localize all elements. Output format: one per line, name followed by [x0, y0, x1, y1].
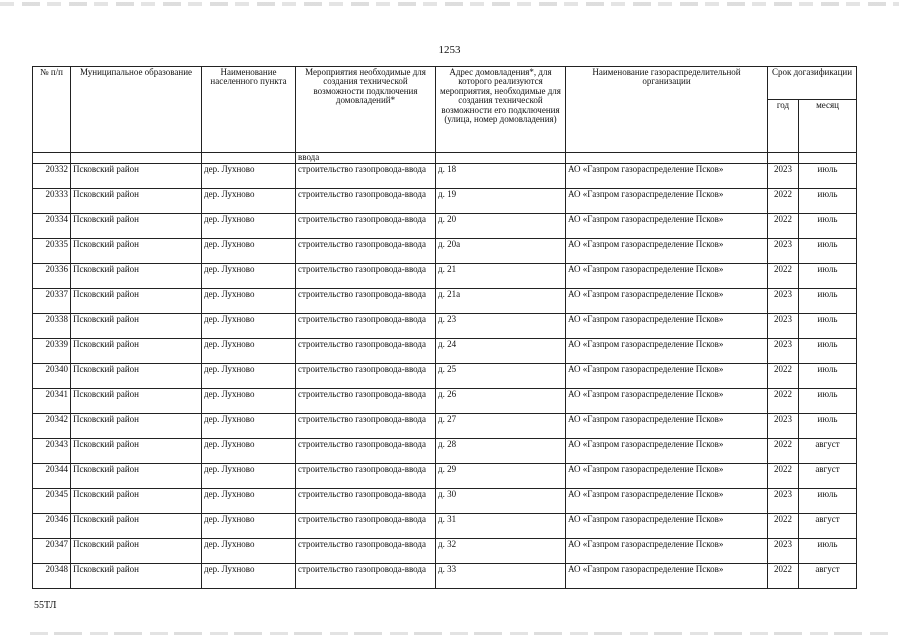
cell-num: 20345	[33, 489, 71, 514]
cell-year: 2023	[768, 289, 799, 314]
continuation-row	[33, 153, 857, 164]
table-body	[33, 153, 857, 589]
cell-address: д. 21а	[436, 289, 566, 314]
cell-settlement: дер. Лухново	[202, 389, 296, 414]
cell-month: июль	[799, 314, 857, 339]
cell-address: д. 26	[436, 389, 566, 414]
table-row	[33, 564, 857, 589]
cell-municipality: Псковский район	[71, 514, 202, 539]
cell-year: 2022	[768, 514, 799, 539]
cell-settlement: дер. Лухново	[202, 314, 296, 339]
cell-measure: строительство газопровода-ввода	[296, 489, 436, 514]
cell-settlement: дер. Лухново	[202, 439, 296, 464]
cell-num: 20344	[33, 464, 71, 489]
cell-address: д. 18	[436, 164, 566, 189]
cell-month: июль	[799, 264, 857, 289]
table-row	[33, 539, 857, 564]
scan-artifact-bottom	[30, 632, 890, 635]
cell-num: 20343	[33, 439, 71, 464]
table-row	[33, 314, 857, 339]
header-month: месяц	[799, 100, 857, 153]
cell-organization: АО «Газпром газораспределение Псков»	[566, 389, 768, 414]
cell-num: 20339	[33, 339, 71, 364]
header-organization: Наименование газораспределительной организации	[566, 67, 768, 153]
cell-settlement: дер. Лухново	[202, 289, 296, 314]
cell-organization: АО «Газпром газораспределение Псков»	[566, 264, 768, 289]
cell-measure: строительство газопровода-ввода	[296, 539, 436, 564]
cell-organization: АО «Газпром газораспределение Псков»	[566, 189, 768, 214]
cell-month: июль	[799, 364, 857, 389]
table-row	[33, 264, 857, 289]
cell-year: 2022	[768, 464, 799, 489]
cell-organization: АО «Газпром газораспределение Псков»	[566, 364, 768, 389]
cell-municipality: Псковский район	[71, 214, 202, 239]
table-row	[33, 414, 857, 439]
cell-measure: строительство газопровода-ввода	[296, 164, 436, 189]
table-row	[33, 214, 857, 239]
cell-month: июль	[799, 164, 857, 189]
cell-year: 2023	[768, 314, 799, 339]
cell-organization: АО «Газпром газораспределение Псков»	[566, 439, 768, 464]
cell-municipality: Псковский район	[71, 364, 202, 389]
cell-year: 2023	[768, 239, 799, 264]
header-address: Адрес домовладения*, для которого реализуются мероприятия, необходимые для создания технической возможности его подключения (улица, номер домовладения)	[436, 67, 566, 153]
header-measures: Мероприятия необходимые для создания технической возможности подключения домовладений*	[296, 67, 436, 153]
cell-measure: строительство газопровода-ввода	[296, 339, 436, 364]
scan-artifact-top	[0, 2, 899, 6]
cell-year: 2023	[768, 489, 799, 514]
cell-measure: строительство газопровода-ввода	[296, 389, 436, 414]
cell-num: 20333	[33, 189, 71, 214]
cell-measure: строительство газопровода-ввода	[296, 314, 436, 339]
cell-settlement: дер. Лухново	[202, 564, 296, 589]
cell-address: д. 20а	[436, 239, 566, 264]
cell-address: д. 32	[436, 539, 566, 564]
cell-month: июль	[799, 389, 857, 414]
cell-month: июль	[799, 239, 857, 264]
cell-organization: АО «Газпром газораспределение Псков»	[566, 239, 768, 264]
cell-measure: строительство газопровода-ввода	[296, 214, 436, 239]
cell-address: д. 23	[436, 314, 566, 339]
cell-num: 20334	[33, 214, 71, 239]
gasification-table	[32, 66, 857, 589]
cell-month: июль	[799, 339, 857, 364]
cell-organization: АО «Газпром газораспределение Псков»	[566, 564, 768, 589]
header-num: № п/п	[33, 67, 71, 153]
header-deadline: Срок догазификации	[768, 67, 857, 100]
table-row	[33, 339, 857, 364]
cell-address: д. 27	[436, 414, 566, 439]
cell-measure: строительство газопровода-ввода	[296, 264, 436, 289]
table-row	[33, 389, 857, 414]
cell-measure: строительство газопровода-ввода	[296, 364, 436, 389]
cell-address: д. 24	[436, 339, 566, 364]
cell-municipality: Псковский район	[71, 339, 202, 364]
table-row	[33, 239, 857, 264]
cell-settlement: дер. Лухново	[202, 214, 296, 239]
cell-month: август	[799, 464, 857, 489]
cell-address: д. 25	[436, 364, 566, 389]
table-row	[33, 464, 857, 489]
header-settlement: Наименование населенного пункта	[202, 67, 296, 153]
cell-municipality: Псковский район	[71, 539, 202, 564]
cell-municipality: Псковский район	[71, 239, 202, 264]
cell-address: д. 20	[436, 214, 566, 239]
cell-year: 2022	[768, 214, 799, 239]
cell-num: 20341	[33, 389, 71, 414]
cell-month: август	[799, 439, 857, 464]
cell-municipality: Псковский район	[71, 264, 202, 289]
cell-measure: строительство газопровода-ввода	[296, 464, 436, 489]
cell-address: д. 19	[436, 189, 566, 214]
cell-settlement: дер. Лухново	[202, 514, 296, 539]
cell-organization: АО «Газпром газораспределение Псков»	[566, 289, 768, 314]
cell-num: 20332	[33, 164, 71, 189]
cell-measure: строительство газопровода-ввода	[296, 514, 436, 539]
cell-month: июль	[799, 539, 857, 564]
cell-month: июль	[799, 289, 857, 314]
cell-settlement: дер. Лухново	[202, 364, 296, 389]
cell-organization: АО «Газпром газораспределение Псков»	[566, 539, 768, 564]
cell-month: июль	[799, 214, 857, 239]
cell-organization: АО «Газпром газораспределение Псков»	[566, 489, 768, 514]
cell-num: 20342	[33, 414, 71, 439]
cell-settlement: дер. Лухново	[202, 164, 296, 189]
cell-month: июль	[799, 489, 857, 514]
cell-measure: строительство газопровода-ввода	[296, 189, 436, 214]
page-number: 1253	[438, 44, 461, 56]
cell-settlement: дер. Лухново	[202, 339, 296, 364]
cell-municipality: Псковский район	[71, 164, 202, 189]
cell-month: август	[799, 514, 857, 539]
cell-num: 20337	[33, 289, 71, 314]
cell-year: 2022	[768, 439, 799, 464]
cell-municipality: Псковский район	[71, 439, 202, 464]
cell-year: 2023	[768, 164, 799, 189]
cell-municipality: Псковский район	[71, 389, 202, 414]
cell-settlement: дер. Лухново	[202, 239, 296, 264]
cell-year: 2022	[768, 264, 799, 289]
cell-num: 20335	[33, 239, 71, 264]
table-row	[33, 439, 857, 464]
cell-measure: строительство газопровода-ввода	[296, 239, 436, 264]
cell-municipality: Псковский район	[71, 314, 202, 339]
table-row	[33, 489, 857, 514]
cell-measure: строительство газопровода-ввода	[296, 564, 436, 589]
table-row	[33, 514, 857, 539]
cell-settlement: дер. Лухново	[202, 464, 296, 489]
cell-num: 20348	[33, 564, 71, 589]
cell-num: 20338	[33, 314, 71, 339]
cell-measure: строительство газопровода-ввода	[296, 289, 436, 314]
cell-settlement: дер. Лухново	[202, 414, 296, 439]
cell-num: 20336	[33, 264, 71, 289]
cell-year: 2022	[768, 189, 799, 214]
table-row	[33, 164, 857, 189]
cell-month: июль	[799, 414, 857, 439]
cell-year: 2023	[768, 339, 799, 364]
footer-code: 55ТЛ	[34, 600, 57, 611]
cell-organization: АО «Газпром газораспределение Псков»	[566, 339, 768, 364]
cell-measure: строительство газопровода-ввода	[296, 414, 436, 439]
cell-settlement: дер. Лухново	[202, 539, 296, 564]
cell-settlement: дер. Лухново	[202, 489, 296, 514]
table-row	[33, 189, 857, 214]
cell-organization: АО «Газпром газораспределение Псков»	[566, 514, 768, 539]
cell-organization: АО «Газпром газораспределение Псков»	[566, 314, 768, 339]
cell-address: д. 33	[436, 564, 566, 589]
cell-year: 2022	[768, 364, 799, 389]
header-year: год	[768, 100, 799, 153]
cell-municipality: Псковский район	[71, 414, 202, 439]
cell-municipality: Псковский район	[71, 464, 202, 489]
cell-year: 2023	[768, 539, 799, 564]
cell-organization: АО «Газпром газораспределение Псков»	[566, 414, 768, 439]
cell-settlement: дер. Лухново	[202, 264, 296, 289]
cell-organization: АО «Газпром газораспределение Псков»	[566, 214, 768, 239]
cell-organization: АО «Газпром газораспределение Псков»	[566, 464, 768, 489]
cell-municipality: Псковский район	[71, 289, 202, 314]
table-row	[33, 289, 857, 314]
cell-year: 2022	[768, 564, 799, 589]
cell-address: д. 29	[436, 464, 566, 489]
cell-measure: строительство газопровода-ввода	[296, 439, 436, 464]
cell-municipality: Псковский район	[71, 489, 202, 514]
cell-organization: АО «Газпром газораспределение Псков»	[566, 164, 768, 189]
cell-municipality: Псковский район	[71, 189, 202, 214]
cell-address: д. 31	[436, 514, 566, 539]
cell-address: д. 21	[436, 264, 566, 289]
cell-address: д. 30	[436, 489, 566, 514]
cell-settlement: дер. Лухново	[202, 189, 296, 214]
cell-address: д. 28	[436, 439, 566, 464]
cell-num: 20346	[33, 514, 71, 539]
cell-municipality: Псковский район	[71, 564, 202, 589]
cell-year: 2022	[768, 389, 799, 414]
header-municipality: Муниципальное образование	[71, 67, 202, 153]
table-row	[33, 364, 857, 389]
continuation-cell: ввода	[296, 153, 436, 164]
cell-year: 2023	[768, 414, 799, 439]
cell-num: 20347	[33, 539, 71, 564]
cell-month: август	[799, 564, 857, 589]
cell-month: июль	[799, 189, 857, 214]
cell-num: 20340	[33, 364, 71, 389]
